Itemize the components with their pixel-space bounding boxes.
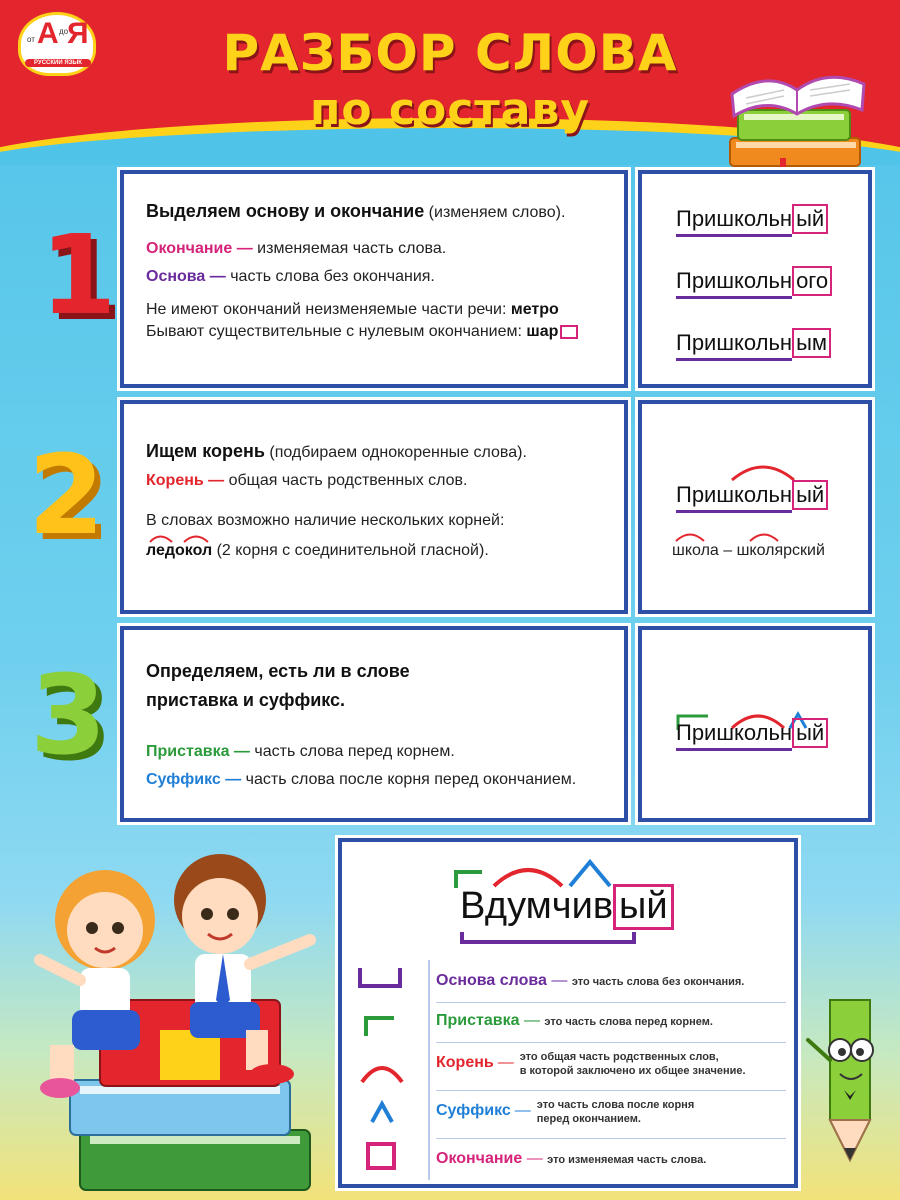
ledokol-root-arcs xyxy=(146,531,216,543)
word-root: дум xyxy=(484,885,552,927)
step3-heading-1: Определяем, есть ли в слове xyxy=(146,661,410,681)
example-stem: Пришкольн xyxy=(676,482,792,513)
legend-prefix-desc: это часть слова перед корнем. xyxy=(544,1016,713,1028)
step1-example-2 xyxy=(676,266,832,299)
step1-example-1 xyxy=(676,204,828,237)
step3-def-prefix-term: Приставка — xyxy=(146,743,250,760)
step2-heading-note: (подбираем однокоренные слова). xyxy=(269,444,527,461)
summary-card xyxy=(338,838,798,1188)
page-subtitle: по составу xyxy=(309,84,591,135)
legend-suffix-desc: это часть слова после корня xyxy=(536,1099,695,1111)
page-title: РАЗБОР СЛОВА xyxy=(222,24,678,82)
legend-sep-4 xyxy=(436,1138,786,1139)
books-illustration xyxy=(722,50,872,190)
example-stem: Пришкольн xyxy=(676,720,792,751)
step2-examples-card xyxy=(638,400,872,614)
step3-heading-2: приставка и суффикс. xyxy=(146,690,346,710)
example-stem: Пришкольн xyxy=(676,330,792,361)
legend-stem-desc: это часть слова без окончания. xyxy=(571,976,745,988)
step3-def-suffix-term: Суффикс — xyxy=(146,771,242,788)
summary-stem-underline xyxy=(460,932,636,944)
step2-note2: (2 корня с соединительной гласной). xyxy=(216,542,489,559)
example-stem: Пришкольн xyxy=(676,268,792,299)
legend-symbols xyxy=(354,962,414,1182)
zero-ending-box xyxy=(560,325,578,339)
step1-examples-card xyxy=(638,170,872,388)
step1-heading: Выделяем основу и окончание xyxy=(146,201,425,221)
step1-note1-example: метро xyxy=(510,301,559,318)
legend-row-prefix xyxy=(436,1012,713,1030)
legend-prefix-dash: — xyxy=(523,1012,540,1029)
related-root-arcs xyxy=(672,528,832,542)
step1-heading-note: (изменяем слово). xyxy=(428,204,566,221)
step1-def-stem-term: Основа — xyxy=(146,268,226,285)
step2-def-root-text: общая часть родственных слов. xyxy=(228,472,468,489)
legend-row-ending xyxy=(436,1150,706,1168)
legend-ending-dash: — xyxy=(526,1150,543,1167)
legend-row-stem xyxy=(436,972,744,990)
legend-divider xyxy=(428,960,430,1180)
step2-note1: В словах возможно наличие нескольких корней: xyxy=(146,512,505,529)
step3-card xyxy=(120,626,628,822)
step-number-2: 2 xyxy=(28,431,105,559)
step1-note2: Бывают существительные с нулевым окончанием: xyxy=(146,323,522,341)
step1-def-ending-term: Окончание — xyxy=(146,240,253,257)
word-ending: ый xyxy=(613,884,674,930)
legend-root-name: Корень xyxy=(436,1054,494,1071)
step2-example-word: ледокол xyxy=(146,542,213,559)
legend-stem-name: Основа слова xyxy=(436,972,547,989)
step1-card xyxy=(120,170,628,388)
example-ending: ым xyxy=(792,328,831,358)
logo-letter-a: А xyxy=(37,17,59,50)
step-number-1: 1 xyxy=(40,211,117,339)
legend-stem-dash: — xyxy=(551,972,568,989)
step2-card xyxy=(120,400,628,614)
step2-def-root-term: Корень — xyxy=(146,472,225,489)
kids-illustration xyxy=(10,830,340,1200)
legend-sep-1 xyxy=(436,1002,786,1003)
legend-ending-name: Окончание xyxy=(436,1150,523,1167)
step3-def-suffix-text: часть слова после корня перед окончанием. xyxy=(245,771,577,788)
logo-letter-ya: Я xyxy=(67,17,89,50)
legend-ending-desc: это изменяемая часть слова. xyxy=(547,1154,707,1166)
example-stem: Пришкольн xyxy=(676,206,792,237)
step3-examples-card xyxy=(638,626,872,822)
legend-row-suffix xyxy=(436,1098,694,1127)
legend-prefix-name: Приставка xyxy=(436,1012,520,1029)
step2-related-words: школа – школярский xyxy=(672,542,825,559)
step3-def-prefix-text: часть слова перед корнем. xyxy=(254,743,455,760)
step1-note2-example: шар xyxy=(526,323,559,341)
step3-example xyxy=(676,718,828,751)
legend-suffix-desc2: перед окончанием. xyxy=(536,1113,641,1126)
step1-example-3 xyxy=(676,328,831,361)
example-ending: ый xyxy=(792,718,828,748)
example-ending: ый xyxy=(792,204,828,234)
step2-heading: Ищем корень xyxy=(146,441,265,461)
step1-note1: Не имеют окончаний неизменяемые части речи: xyxy=(146,301,507,318)
step1-def-stem-text: часть слова без окончания. xyxy=(230,268,435,285)
word-suffix: чив xyxy=(551,885,614,927)
logo-from: от xyxy=(27,35,35,44)
legend-sep-2 xyxy=(436,1042,786,1043)
legend-suffix-dash: — xyxy=(514,1102,531,1119)
legend-root-dash: — xyxy=(497,1054,514,1071)
legend-root-desc2: в которой заключено их общее значение. xyxy=(519,1065,746,1078)
legend-sep-3 xyxy=(436,1090,786,1091)
pencil-mascot-illustration xyxy=(800,990,890,1170)
legend-row-root xyxy=(436,1050,746,1079)
summary-word xyxy=(460,884,674,930)
example-ending: ый xyxy=(792,480,828,510)
legend-root-desc: это общая часть родственных слов, xyxy=(519,1051,719,1063)
step-number-3: 3 xyxy=(30,651,107,779)
legend-suffix-name: Суффикс xyxy=(436,1102,511,1119)
step2-example xyxy=(676,480,828,513)
word-prefix: В xyxy=(460,885,485,927)
logo-subtitle: РУССКИЙ ЯЗЫК xyxy=(25,59,91,67)
example-ending: ого xyxy=(792,266,832,296)
root-arc xyxy=(728,460,798,482)
logo-to: до xyxy=(59,27,69,36)
step1-def-ending-text: изменяемая часть слова. xyxy=(257,240,447,257)
